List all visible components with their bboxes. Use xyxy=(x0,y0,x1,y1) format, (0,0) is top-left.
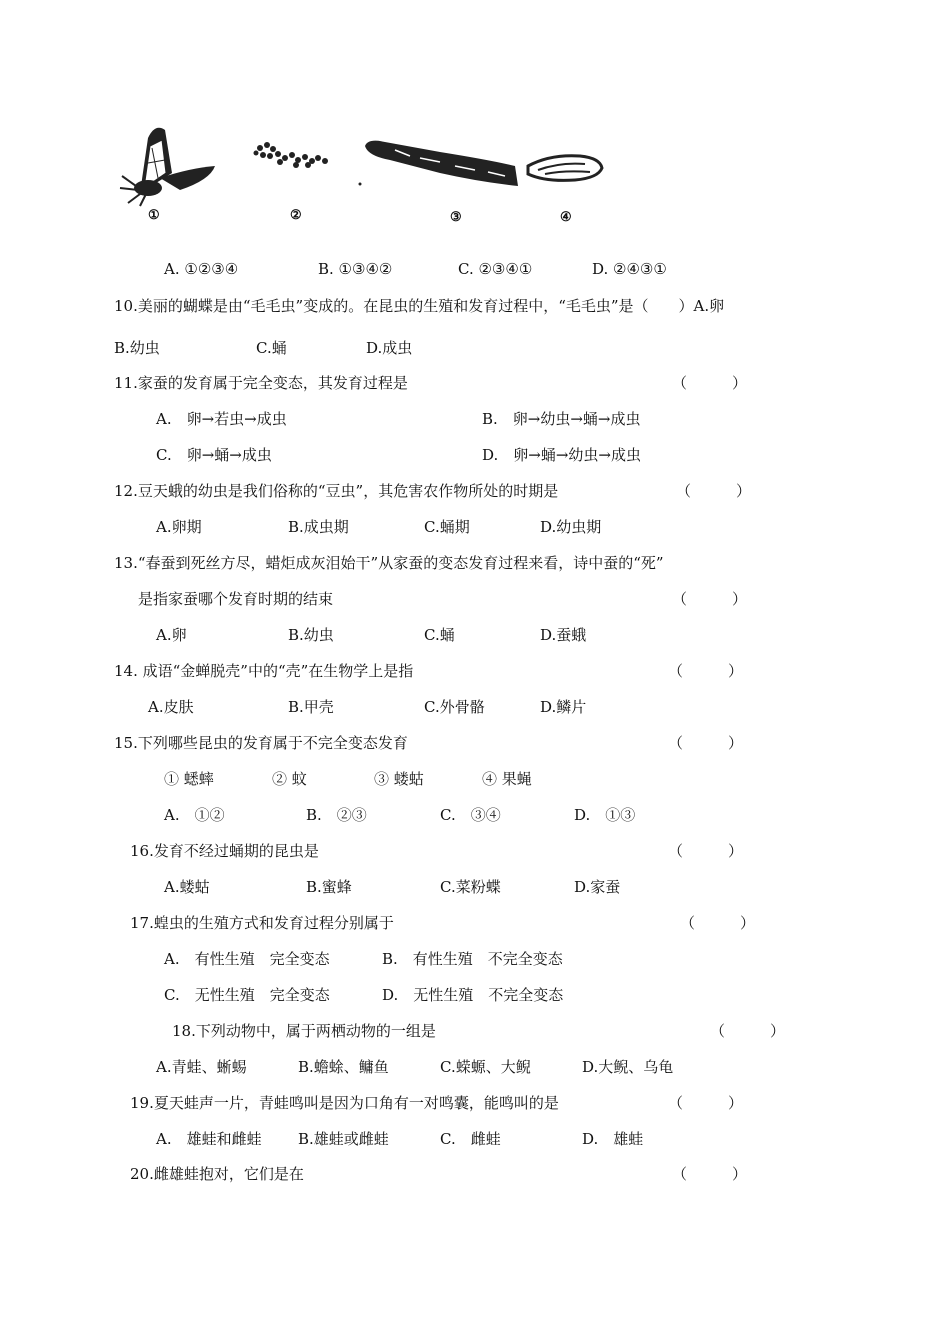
q16-option-c: C.菜粉蝶 xyxy=(440,878,501,896)
q13-stem-line2: 是指家蚕哪个发育时期的结束 xyxy=(138,590,334,608)
q19-paren: （ ） xyxy=(668,1094,744,1112)
q20-stem: 20.雌雄蛙抱对，它们是在 xyxy=(130,1165,304,1183)
q12-option-a: A.卵期 xyxy=(156,518,202,536)
q15-option-c: C. ③④ xyxy=(440,806,501,824)
q15-option-d: D. ①③ xyxy=(574,806,636,824)
q17-option-b: B. 有性生殖 不完全变态 xyxy=(382,950,563,968)
q11-option-a: A. 卵→若虫→成虫 xyxy=(156,410,287,428)
q15-option-a: A. ①② xyxy=(164,806,225,824)
q15-option-b: B. ②③ xyxy=(306,806,367,824)
q15-item-1: ① 蟋蟀 xyxy=(164,770,214,788)
q13-option-a: A.卵 xyxy=(156,626,187,644)
q9-option-b: B. ①③④② xyxy=(318,260,393,278)
caterpillar-icon xyxy=(359,141,519,186)
q18-option-d: D.大鲵、乌龟 xyxy=(582,1058,674,1076)
q12-paren: （ ） xyxy=(676,482,752,500)
q17-option-c: C. 无性生殖 完全变态 xyxy=(164,986,330,1004)
q13-option-c: C.蛹 xyxy=(424,626,455,644)
q9-option-a: A. ①②③④ xyxy=(164,260,239,278)
q14-option-c: C.外骨骼 xyxy=(424,698,485,716)
q15-item-2: ② 蚊 xyxy=(272,770,307,788)
q15-paren: （ ） xyxy=(668,734,744,752)
q19-stem: 19.夏天蛙声一片，青蛙鸣叫是因为口角有一对鸣囊，能鸣叫的是 xyxy=(130,1094,559,1112)
figure-label-3: ③ xyxy=(450,210,462,225)
q18-option-a: A.青蛙、蜥蜴 xyxy=(156,1058,247,1076)
q11-paren: （ ） xyxy=(672,374,748,392)
q13-option-d: D.蚕蛾 xyxy=(540,626,587,644)
q13-stem-line1: 13.“春蚕到死丝方尽，蜡炬成灰泪始干”从家蚕的变态发育过程来看，诗中蚕的“死” xyxy=(114,554,664,572)
q14-paren: （ ） xyxy=(668,662,744,680)
q15-item-4: ④ 果蝇 xyxy=(482,770,532,788)
q12-stem: 12.豆天蛾的幼虫是我们俗称的“豆虫”，其危害农作物所处的时期是 xyxy=(114,482,559,500)
q17-paren: （ ） xyxy=(680,914,756,932)
q20-paren: （ ） xyxy=(672,1165,748,1183)
figure-label-2: ② xyxy=(290,208,302,223)
q12-option-d: D.幼虫期 xyxy=(540,518,602,536)
butterfly-icon xyxy=(120,128,215,206)
q19-option-b: B.雄蛙或雌蛙 xyxy=(298,1130,389,1148)
q14-option-b: B.甲壳 xyxy=(288,698,334,716)
q11-option-d: D. 卵→蛹→幼虫→成虫 xyxy=(482,446,641,464)
q9-option-d: D. ②④③① xyxy=(592,260,667,278)
q15-item-3: ③ 蝼蛄 xyxy=(374,770,424,788)
figure-label-1: ① xyxy=(148,208,160,223)
q18-option-c: C.蝾螈、大鲵 xyxy=(440,1058,531,1076)
q19-option-a: A. 雄蛙和雌蛙 xyxy=(156,1130,262,1148)
q17-option-d: D. 无性生殖 不完全变态 xyxy=(382,986,564,1004)
q17-stem: 17.蝗虫的生殖方式和发育过程分别属于 xyxy=(130,914,394,932)
q19-option-d: D. 雄蛙 xyxy=(582,1130,644,1148)
q11-option-c: C. 卵→蛹→成虫 xyxy=(156,446,272,464)
q10-option-d: D.成虫 xyxy=(366,339,413,357)
q10-stem: 10.美丽的蝴蝶是由“毛毛虫”变成的。在昆虫的生殖和发育过程中，“毛毛虫”是（ ）A.卵 xyxy=(114,297,725,315)
q18-paren: （ ） xyxy=(710,1022,786,1040)
q18-stem: 18.下列动物中，属于两栖动物的一组是 xyxy=(172,1022,436,1040)
q16-option-a: A.蝼蛄 xyxy=(164,878,210,896)
pupa-icon xyxy=(528,156,602,181)
q11-stem: 11.家蚕的发育属于完全变态，其发育过程是 xyxy=(114,374,408,392)
q16-option-d: D.家蚕 xyxy=(574,878,621,896)
q17-option-a: A. 有性生殖 完全变态 xyxy=(164,950,330,968)
q12-option-c: C.蛹期 xyxy=(424,518,470,536)
q11-option-b: B. 卵→幼虫→蛹→成虫 xyxy=(482,410,641,428)
eggs-icon xyxy=(254,142,329,168)
q16-option-b: B.蜜蜂 xyxy=(306,878,352,896)
q16-paren: （ ） xyxy=(668,842,744,860)
q15-stem: 15.下列哪些昆虫的发育属于不完全变态发育 xyxy=(114,734,408,752)
life-cycle-figure xyxy=(110,118,610,233)
q13-option-b: B.幼虫 xyxy=(288,626,334,644)
q10-option-c: C.蛹 xyxy=(256,339,287,357)
figure-label-4: ④ xyxy=(560,210,572,225)
q10-option-b: B.幼虫 xyxy=(114,339,160,357)
q13-paren: （ ） xyxy=(672,590,748,608)
q16-stem: 16.发育不经过蛹期的昆虫是 xyxy=(130,842,319,860)
q14-option-d: D.鳞片 xyxy=(540,698,587,716)
q12-option-b: B.成虫期 xyxy=(288,518,349,536)
q9-option-c: C. ②③④① xyxy=(458,260,533,278)
q18-option-b: B.蟾蜍、鳙鱼 xyxy=(298,1058,389,1076)
q14-option-a: A.皮肤 xyxy=(148,698,194,716)
q14-stem: 14. 成语“金蝉脱壳”中的“壳”在生物学上是指 xyxy=(114,662,414,680)
q19-option-c: C. 雌蛙 xyxy=(440,1130,501,1148)
